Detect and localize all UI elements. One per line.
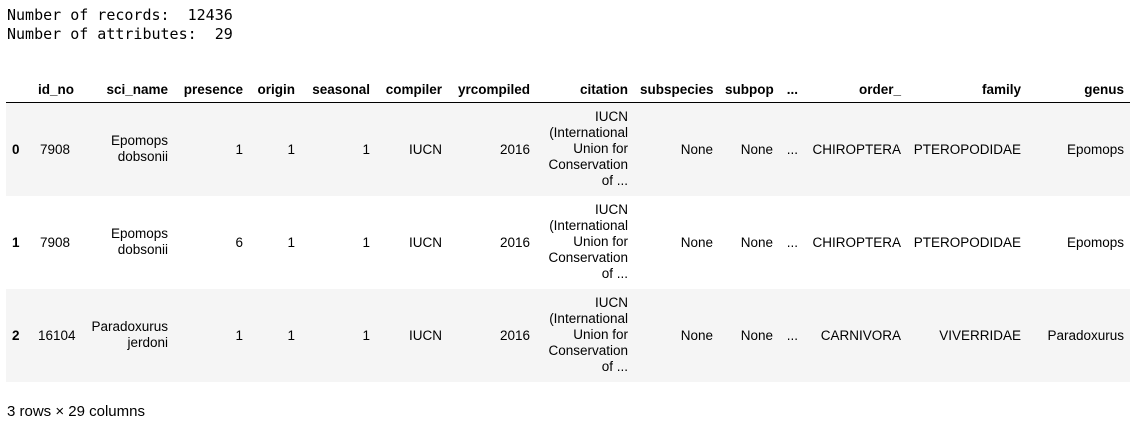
column-header-presence: presence <box>174 76 249 103</box>
cell-genus: Paradoxurus <box>1047 327 1124 343</box>
cell-family: PTEROPODIDAE <box>913 141 1021 157</box>
cell-origin: 1 <box>287 234 295 250</box>
column-header-citation: citation <box>536 76 634 103</box>
table-body <box>6 103 1130 382</box>
column-header-seasonal: seasonal <box>301 76 376 103</box>
cell-citation: IUCN (International Union for Conservation of ... <box>548 109 628 189</box>
cell-ellipsis: ... <box>786 327 798 343</box>
cell-sci-name: Epomops dobsonii <box>110 226 168 257</box>
cell-subpop: None <box>740 234 773 250</box>
cell-seasonal: 1 <box>362 141 370 157</box>
cell-seasonal: 1 <box>362 327 370 343</box>
column-header-index <box>6 76 32 103</box>
column-header-id-no: id_no <box>32 76 76 103</box>
cell-id-no: 16104 <box>38 327 76 343</box>
cell-output-stdout <box>7 6 233 44</box>
records-count-line: Number of records: 12436 <box>7 6 233 24</box>
column-header-yrcompiled: yrcompiled <box>448 76 536 103</box>
cell-subspecies: None <box>680 141 713 157</box>
cell-yrcompiled: 2016 <box>499 327 530 343</box>
cell-family: PTEROPODIDAE <box>913 234 1021 250</box>
cell-sci-name: Paradoxurus jerdoni <box>91 319 168 350</box>
cell-citation: IUCN (International Union for Conservation of ... <box>548 202 628 281</box>
attributes-count-line: Number of attributes: 29 <box>7 25 233 43</box>
cell-genus: Epomops <box>1066 141 1124 157</box>
header-row <box>6 76 1130 103</box>
column-header-genus: genus <box>1027 76 1130 103</box>
column-header-compiler: compiler <box>376 76 448 103</box>
cell-yrcompiled: 2016 <box>499 141 530 157</box>
cell-genus: Epomops <box>1066 234 1124 250</box>
cell-subspecies: None <box>680 234 713 250</box>
dataframe-shape-summary: 3 rows × 29 columns <box>7 403 145 420</box>
column-header-sci-name: sci_name <box>76 76 174 103</box>
cell-subpop: None <box>740 327 773 343</box>
cell-compiler: IUCN <box>409 141 442 157</box>
cell-order: CHIROPTERA <box>812 234 901 250</box>
row-index: 0 <box>12 141 20 157</box>
cell-order: CHIROPTERA <box>812 141 901 157</box>
cell-subpop: None <box>740 141 773 157</box>
row-index: 1 <box>12 234 20 250</box>
cell-ellipsis: ... <box>786 141 798 157</box>
table-row <box>6 196 1130 289</box>
cell-id-no: 7908 <box>39 141 70 157</box>
cell-yrcompiled: 2016 <box>499 234 530 250</box>
cell-presence: 1 <box>235 141 243 157</box>
column-header-subpop: subpop <box>719 76 779 103</box>
table-header <box>6 76 1130 103</box>
column-header-ellipsis: ... <box>779 76 804 103</box>
cell-ellipsis: ... <box>786 234 798 250</box>
column-header-subspecies: subspecies <box>634 76 719 103</box>
cell-origin: 1 <box>287 327 295 343</box>
cell-sci-name: Epomops dobsonii <box>110 133 168 165</box>
dataframe-output <box>6 76 1130 382</box>
cell-presence: 6 <box>235 234 243 250</box>
cell-seasonal: 1 <box>362 234 370 250</box>
cell-order: CARNIVORA <box>820 327 901 343</box>
cell-origin: 1 <box>287 141 295 157</box>
dataframe-table <box>6 76 1130 382</box>
cell-compiler: IUCN <box>409 327 442 343</box>
column-header-order: order_ <box>804 76 907 103</box>
column-header-family: family <box>907 76 1027 103</box>
row-index: 2 <box>12 327 20 343</box>
cell-presence: 1 <box>235 327 243 343</box>
cell-compiler: IUCN <box>409 234 442 250</box>
table-row <box>6 289 1130 382</box>
cell-family: VIVERRIDAE <box>939 327 1021 343</box>
cell-citation: IUCN (International Union for Conservation of ... <box>548 295 628 374</box>
cell-id-no: 7908 <box>39 234 70 250</box>
cell-subspecies: None <box>680 327 713 343</box>
table-row <box>6 103 1130 196</box>
column-header-origin: origin <box>249 76 301 103</box>
